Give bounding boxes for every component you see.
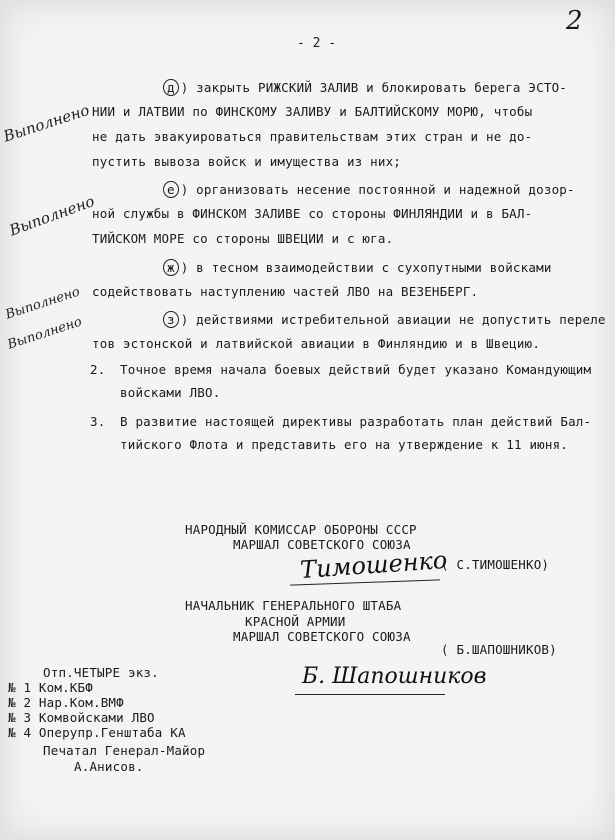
point-3-line-1: В развитие настоящей директивы разработать план действий Бал- bbox=[120, 414, 592, 429]
item-d-line-1: д ) закрыть РИЖСКИЙ ЗАЛИВ и блокировать берега ЭСТО- bbox=[163, 79, 567, 96]
item-e-line-1: е ) организовать несение постоянной и надежной дозор- bbox=[163, 181, 575, 198]
point-3-number: 3. bbox=[90, 414, 106, 429]
distribution-copy-4: № 4 Оперупр.Генштаба КА bbox=[8, 725, 186, 740]
item-marker: ж bbox=[163, 259, 179, 276]
distribution-copy-1: № 1 Ком.КБФ bbox=[8, 680, 93, 695]
item-e-line-3: ТИЙСКОМ МОРЕ со стороны ШВЕЦИИ и с юга. bbox=[92, 231, 394, 246]
typed-by-line-2: А.Анисов. bbox=[74, 759, 144, 774]
item-d-line-3: не дать эвакуироваться правительствам этих стран и не до- bbox=[92, 129, 533, 144]
distribution-title: Отп.ЧЕТЫРЕ экз. bbox=[43, 665, 159, 680]
signatory-2-name: ( Б.ШАПОШНИКОВ) bbox=[441, 642, 557, 657]
signatory-2-title-3: МАРШАЛ СОВЕТСКОГО СОЮЗА bbox=[233, 629, 411, 644]
distribution-copy-2: № 2 Нар.Ком.ВМФ bbox=[8, 695, 124, 710]
item-marker: д bbox=[163, 79, 179, 96]
item-e-line-2: ной службы в ФИНСКОМ ЗАЛИВЕ со стороны ФИНЛЯНДИИ и в БАЛ- bbox=[92, 206, 533, 221]
signatory-2-signature: Б. Шапошников bbox=[302, 664, 487, 689]
signatory-2-title-1: НАЧАЛЬНИК ГЕНЕРАЛЬНОГО ШТАБА bbox=[185, 598, 402, 613]
item-z-line-2: тов эстонской и латвийской авиации в Финляндию и в Швецию. bbox=[92, 336, 541, 351]
item-d-line-2: НИИ и ЛАТВИИ по ФИНСКОМУ ЗАЛИВУ и БАЛТИЙСКОМУ МОРЮ, чтобы bbox=[92, 104, 533, 119]
signatory-1-signature: Тимошенко bbox=[299, 545, 449, 585]
item-marker: з bbox=[163, 311, 179, 328]
signature-stroke bbox=[295, 694, 445, 695]
point-3-line-2: тийского Флота и представить его на утверждение к 11 июня. bbox=[120, 437, 569, 452]
typed-by-line-1: Печатал Генерал-Майор bbox=[43, 743, 206, 758]
signatory-1-title-1: НАРОДНЫЙ КОМИССАР ОБОРОНЫ СССР bbox=[185, 522, 417, 537]
signatory-1-name: ( С.ТИМОШЕНКО) bbox=[441, 557, 550, 572]
corner-page-number: 2 bbox=[566, 6, 583, 36]
distribution-copy-3: № 3 Комвойсками ЛВО bbox=[8, 710, 155, 725]
margin-note: Выполнено bbox=[1, 100, 92, 146]
margin-note: Выполнено bbox=[6, 192, 97, 240]
item-d-line-4: пустить вывоза войск и имущества из них; bbox=[92, 154, 402, 169]
item-zh-line-1: ж ) в тесном взаимодействии с сухопутными войсками bbox=[163, 259, 552, 276]
signatory-2-title-2: КРАСНОЙ АРМИИ bbox=[245, 614, 346, 629]
point-2-number: 2. bbox=[90, 362, 106, 377]
point-2-line-2: войсками ЛВО. bbox=[120, 385, 221, 400]
signatory-1-title-2: МАРШАЛ СОВЕТСКОГО СОЮЗА bbox=[233, 537, 411, 552]
point-2-line-1: Точное время начала боевых действий будет указано Командующим bbox=[120, 362, 592, 377]
item-z-line-1: з ) действиями истребительной авиации не допустить переле bbox=[163, 311, 606, 328]
page-number: - 2 - bbox=[297, 36, 337, 51]
margin-note: Выполнено bbox=[5, 314, 84, 353]
margin-note: Выполнено bbox=[3, 284, 82, 323]
item-marker: е bbox=[163, 181, 179, 198]
item-zh-line-2: содействовать наступлению частей ЛВО на ВЕЗЕНБЕРГ. bbox=[92, 284, 479, 299]
